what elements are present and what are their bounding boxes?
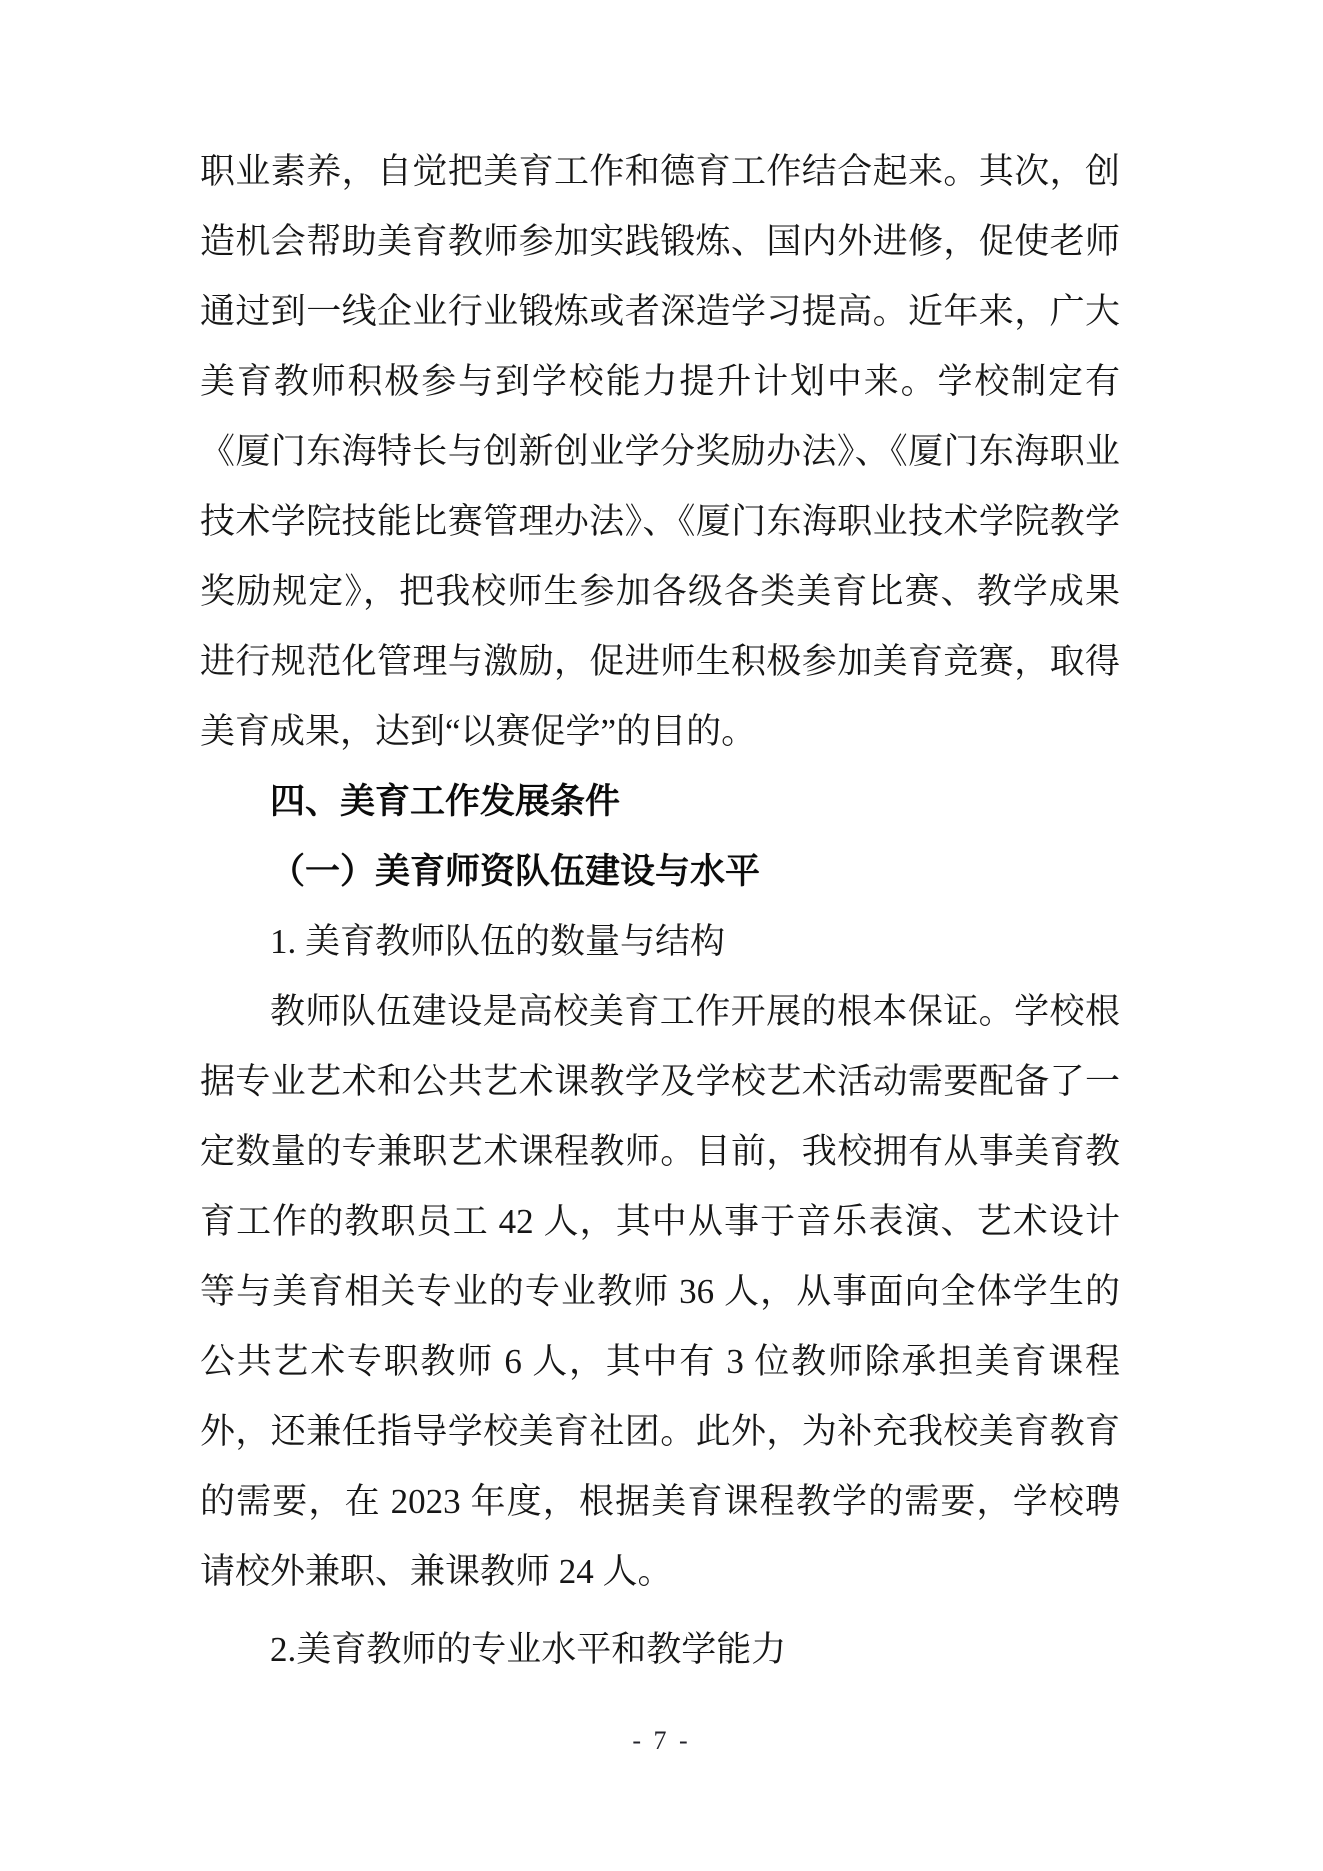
- numbered-item-heading-2: 2.美育教师的专业水平和教学能力: [270, 1630, 787, 1669]
- paragraph-teacher-team: 教师队伍建设是高校美育工作开展的根本保证。学校根据专业艺术和公共艺术课教学及学校艺术活动需要配备了一定数量的专兼职艺术课程教师。目前，我校拥有从事美育教育工作的教职员工 42 人，其中从事于音乐表演、艺术设计等与美育相关专业的专业教师 36 人，从事面向全体学生的公共艺术专职教师 6 人，其中有 3 位教师除承担美育课程外，还兼任指导学校美育社团。此外，为补充我校美育教育的需要，在 2023 年度，根据美育课程教学的需要，学校聘请校外兼职、兼课教师 24 人。: [200, 992, 1120, 1591]
- page-number: - 7 -: [632, 1726, 691, 1755]
- document-body: [200, 137, 1120, 1685]
- section-heading: 四、美育工作发展条件: [270, 782, 621, 821]
- numbered-item-heading-1: 1. 美育教师队伍的数量与结构: [270, 922, 726, 961]
- paragraph-continued: 职业素养，自觉把美育工作和德育工作结合起来。其次，创造机会帮助美育教师参加实践锻炼、国内外进修，促使老师通过到一线企业行业锻炼或者深造学习提高。近年来，广大美育教师积极参与到学校能力提升计划中来。学校制定有《厦门东海特长与创新创业学分奖励办法》、《厦门东海职业技术学院技能比赛管理办法》、《厦门东海职业技术学院教学奖励规定》，把我校师生参加各级各类美育比赛、教学成果进行规范化管理与激励，促进师生积极参加美育竞赛，取得美育成果，达到“以赛促学”的目的。: [200, 152, 1120, 751]
- subsection-heading: （一）美育师资队伍建设与水平: [270, 852, 761, 891]
